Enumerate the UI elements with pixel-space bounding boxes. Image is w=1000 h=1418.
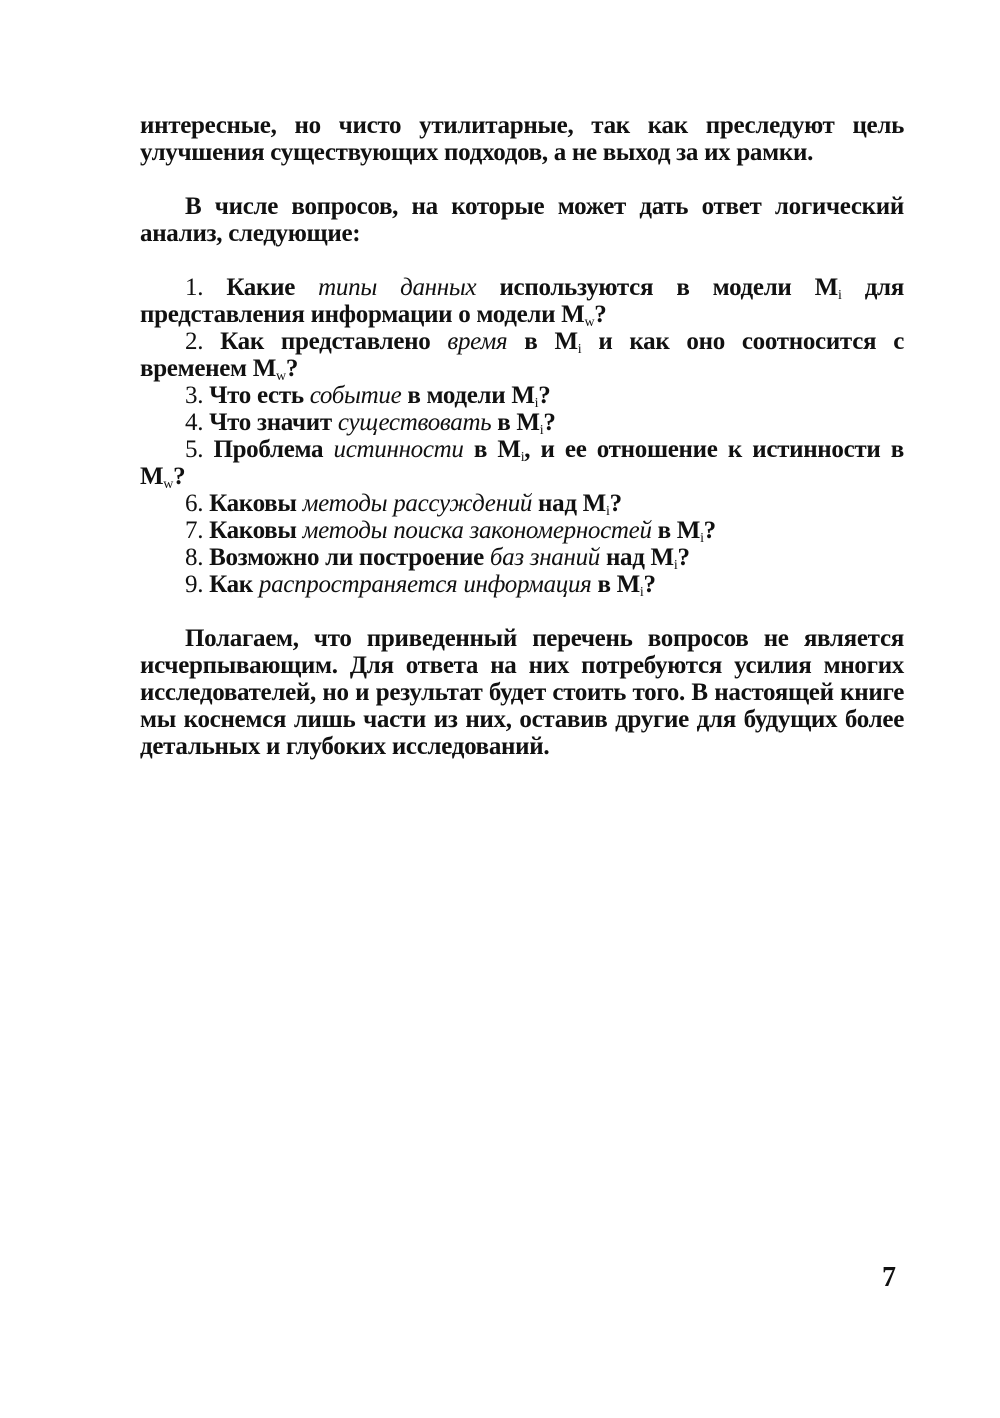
paragraph-continuation: интересные, но чисто утилитарные, так как преследуют цель улучшения существующих подходов, а не выход за их рамки.	[140, 112, 904, 166]
list-item	[140, 490, 904, 517]
list-item-emphasis: баз знаний	[489, 544, 600, 571]
list-item-text: в модели M	[401, 382, 535, 409]
list-item-text: в M	[507, 328, 578, 355]
list-item-text: ?	[594, 301, 607, 328]
list-item-text: в M	[463, 436, 521, 463]
list-item-text: над M	[600, 544, 674, 571]
list-item-subscript: w	[276, 369, 286, 384]
list-item	[140, 274, 904, 328]
list-item-text: ?	[538, 382, 551, 409]
list-item	[140, 571, 904, 598]
list-item-subscript: i	[639, 585, 644, 600]
list-item-emphasis: методы поиска закономерностей	[302, 517, 652, 544]
list-item-text: Проблема	[213, 436, 334, 463]
list-item-subscript: w	[163, 477, 174, 492]
paragraph-intro: В числе вопросов, на которые может дать ответ логический анализ, следующие:	[140, 193, 904, 247]
list-item-text: в M	[651, 517, 701, 544]
list-item-number: 4.	[185, 409, 204, 436]
list-item-emphasis: истинности	[333, 436, 464, 463]
list-item	[140, 409, 904, 436]
page-body	[140, 112, 904, 760]
list-item-text: над M	[532, 490, 606, 517]
list-item-text: в M	[491, 409, 540, 436]
spacer	[140, 247, 904, 274]
list-item-number: 6.	[185, 490, 204, 517]
list-item-text: ?	[703, 517, 716, 544]
spacer	[140, 598, 904, 625]
list-item-text: и как оно соотносится с временем M	[140, 328, 905, 382]
page-number: 7	[882, 1262, 896, 1293]
list-item-subscript: i	[605, 504, 610, 519]
list-item-number: 8.	[185, 544, 204, 571]
list-item-text: Какие	[226, 274, 319, 301]
list-item-text: ?	[543, 409, 556, 436]
list-item-text: для представления информации о модели M	[140, 274, 905, 328]
list-item-text: Возможно ли построение	[209, 544, 490, 571]
list-item-text: ?	[173, 463, 186, 490]
list-item	[140, 544, 904, 571]
list-item-text: Как представлено	[220, 328, 448, 355]
list-item-emphasis: событие	[309, 382, 402, 409]
list-item-text: Каковы	[209, 490, 303, 517]
list-item-number: 5.	[185, 436, 204, 463]
list-item-emphasis: типы данных	[318, 274, 477, 301]
list-item	[140, 436, 904, 490]
list-item-subscript: i	[534, 396, 539, 411]
list-item-text: используются в модели M	[476, 274, 838, 301]
list-item-number: 7.	[185, 517, 204, 544]
spacer	[140, 166, 904, 193]
list-item-subscript: i	[700, 531, 704, 546]
list-item-subscript: w	[584, 315, 595, 330]
list-item-number: 3.	[185, 382, 204, 409]
list-item-emphasis: существовать	[337, 409, 492, 436]
list-item-subscript: i	[520, 450, 525, 465]
list-item-emphasis: распространяется информация	[258, 571, 592, 598]
list-item	[140, 517, 904, 544]
list-item-number: 1.	[185, 274, 204, 301]
list-item-emphasis: время	[447, 328, 508, 355]
list-item-text: Как	[209, 571, 259, 598]
list-item-subscript: i	[837, 288, 842, 303]
list-item	[140, 328, 904, 382]
question-list	[140, 274, 904, 598]
list-item-subscript: i	[577, 342, 582, 357]
list-item-subscript: i	[539, 423, 544, 438]
list-item	[140, 382, 904, 409]
list-item-text: Что есть	[209, 382, 310, 409]
list-item-text: ?	[609, 490, 622, 517]
list-item-text: ?	[677, 544, 690, 571]
paragraph-conclusion: Полагаем, что приведенный перечень вопросов не является исчерпывающим. Для ответа на них потребуются усилия многих исследователей, но и результат будет стоить того. В настоящей книге мы коснемся лишь части из них, оставив другие для будущих более детальных и глубоких исследований.	[140, 625, 904, 760]
list-item-text: Что значит	[209, 409, 338, 436]
list-item-number: 9.	[185, 571, 204, 598]
list-item-text: Каковы	[209, 517, 303, 544]
list-item-text: в M	[591, 571, 640, 598]
list-item-subscript: i	[673, 558, 678, 573]
list-item-text: ?	[643, 571, 656, 598]
list-item-emphasis: методы рассуждений	[302, 490, 533, 517]
list-item-number: 2.	[185, 328, 204, 355]
list-item-text: , и ее отношение к истинности в M	[140, 436, 904, 490]
list-item-text: ?	[285, 355, 299, 382]
